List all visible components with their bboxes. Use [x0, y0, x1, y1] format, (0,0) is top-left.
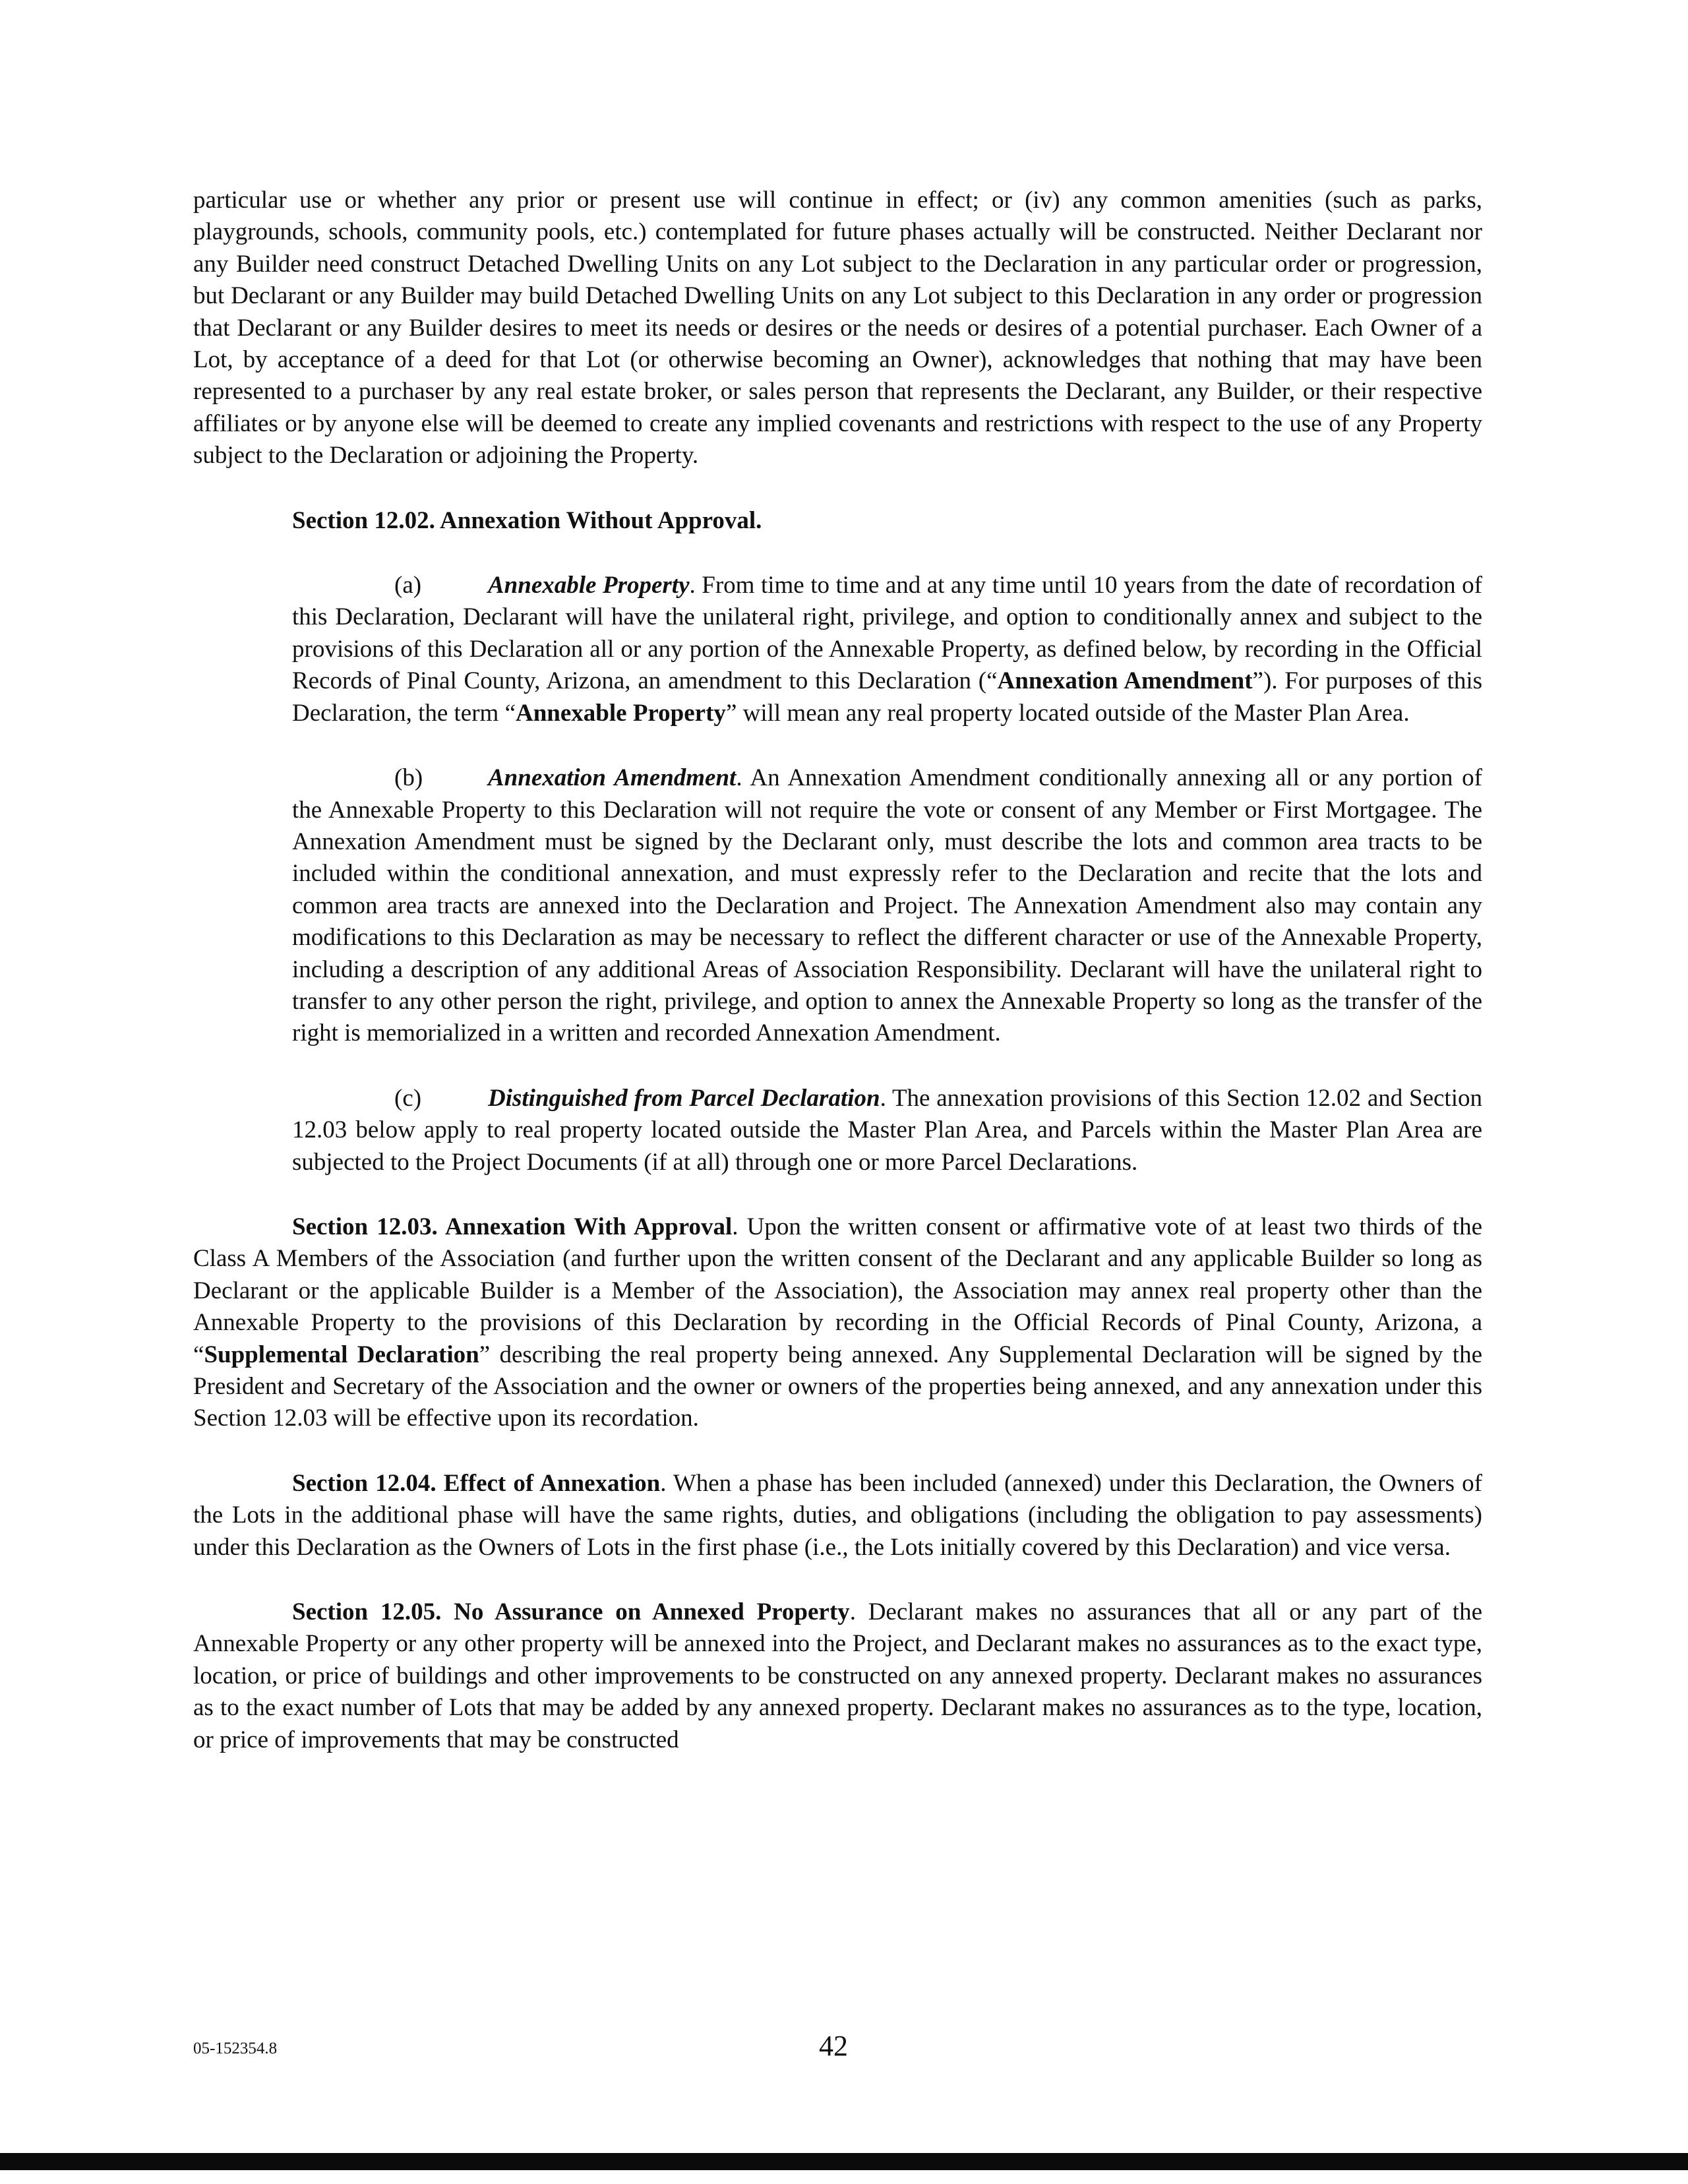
subsection-c-label: (c): [394, 1084, 422, 1112]
term-annexation-amendment: Annexation Amendment: [997, 667, 1253, 695]
intro-paragraph: particular use or whether any prior or present use will continue in effect; or (iv) any common amenities (such as parks, playgrounds, schools, community pools, etc.) contemplated for future phases actually will be constructed. Neither Declarant nor any Builder need construct Detached Dwelling Units on any Lot subject to the Declaration in any particular order or progression, but Declarant or any Builder may build Detached Dwelling Units on any Lot subject to this Declaration in any order or progression that Declarant or any Builder desires to meet its needs or desires or the needs or desires of a potential purchaser. Each Owner of a Lot, by acceptance of a deed for that Lot (or otherwise becoming an Owner), acknowledges that nothing that may have been represented to a purchaser by any real estate broker, or sales person that represents the Declarant, any Builder, or their respective affiliates or by anyone else will be deemed to create any implied covenants and restrictions with respect to the use of any Property subject to the Declaration or adjoining the Property.: [193, 187, 1482, 470]
section-12-02-heading: Section 12.02. Annexation Without Approval.: [292, 506, 762, 534]
term-supplemental-declaration: Supplemental Declaration: [204, 1341, 479, 1368]
scan-edge-bar: [0, 2153, 1688, 2170]
subsection-a-label: (a): [394, 572, 422, 599]
section-12-05: Section 12.05. No Assurance on Annexed Property. Declarant makes no assurances that all or any part of the Annexable Property or any other property will be annexed into the Project, and Declarant makes no assurances as to the exact type, location, or price of buildings and other improvements to be constructed on any annexed property. Declarant makes no assurances as to the exact number of Lots that may be added by any annexed property. Declarant makes no assurances as to the type, location, or price of improvements that may be constructed: [193, 1598, 1483, 1753]
section-12-03-heading: Section 12.03. Annexation With Approval: [292, 1213, 733, 1240]
page-number: 42: [819, 2030, 848, 2062]
subsection-c: (c) Distinguished from Parcel Declaration. The annexation provisions of this Section 12.02 and Section 12.03 below apply to real property located outside the Master Plan Area, and Parcels within the Master Plan Area are subjected to the Project Documents (if at all) through one or more Parcel Declarations.: [292, 1083, 1482, 1178]
document-body: [193, 185, 1482, 1756]
subsection-a-title: Annexable Property: [488, 572, 690, 599]
subsection-b-label: (b): [394, 764, 423, 792]
section-12-05-heading: Section 12.05. No Assurance on Annexed Property: [292, 1598, 850, 1626]
subsection-b: (b) Annexation Amendment. An Annexation Amendment conditionally annexing all or any portion of the Annexable Property to this Declaration will not require the vote or consent of any Member or First Mortgagee. The Annexation Amendment must be signed by the Declarant only, must describe the lots and common area tracts to be included within the conditional annexation, and must expressly refer to the Declaration and recite that the lots and common area tracts are annexed into the Declaration and Project. The Annexation Amendment also may contain any modifications to this Declaration as may be necessary to reflect the different character or use of the Annexable Property, including a description of any additional Areas of Association Responsibility. Declarant will have the unilateral right to transfer to any other person the right, privilege, and option to annex the Annexable Property so long as the transfer of the right is memorialized in a written and recorded Annexation Amendment.: [292, 762, 1482, 1050]
term-annexable-property: Annexable Property: [516, 699, 726, 727]
section-12-04-heading: Section 12.04. Effect of Annexation: [292, 1469, 661, 1497]
subsection-a: (a) Annexable Property. From time to time and at any time until 10 years from the date of recordation of this Declaration, Declarant will have the unilateral right, privilege, and option to conditionally annex and subject to the provisions of this Declaration all or any portion of the Annexable Property, as defined below, by recording in the Official Records of Pinal County, Arizona, an amendment to this Declaration (“Annexation Amendment”). For purposes of this Declaration, the term “Annexable Property” will mean any real property located outside of the Master Plan Area.: [292, 570, 1482, 729]
section-12-04: Section 12.04. Effect of Annexation. When a phase has been included (annexed) under this Declaration, the Owners of the Lots in the additional phase will have the same rights, duties, and obligations (including the obligation to pay assessments) under this Declaration as the Owners of Lots in the first phase (i.e., the Lots initially covered by this Declaration) and vice versa.: [193, 1469, 1482, 1561]
subsection-c-title: Distinguished from Parcel Declaration: [488, 1084, 880, 1112]
section-12-03: Section 12.03. Annexation With Approval. Upon the written consent or affirmative vote of at least two thirds of the Class A Members of the Association (and further upon the written consent of the Declarant and any applicable Builder so long as Declarant or the applicable Builder is a Member of the Association), the Association may annex real property other than the Annexable Property to the provisions of this Declaration by recording in the Official Records of Pinal County, Arizona, a “Supplemental Declaration” describing the real property being annexed. Any Supplemental Declaration will be signed by the President and Secretary of the Association and the owner or owners of the properties being annexed, and any annexation under this Section 12.03 will be effective upon its recordation.: [193, 1213, 1482, 1432]
subsection-b-title: Annexation Amendment: [488, 764, 737, 792]
document-id: 05-152354.8: [193, 2040, 278, 2057]
